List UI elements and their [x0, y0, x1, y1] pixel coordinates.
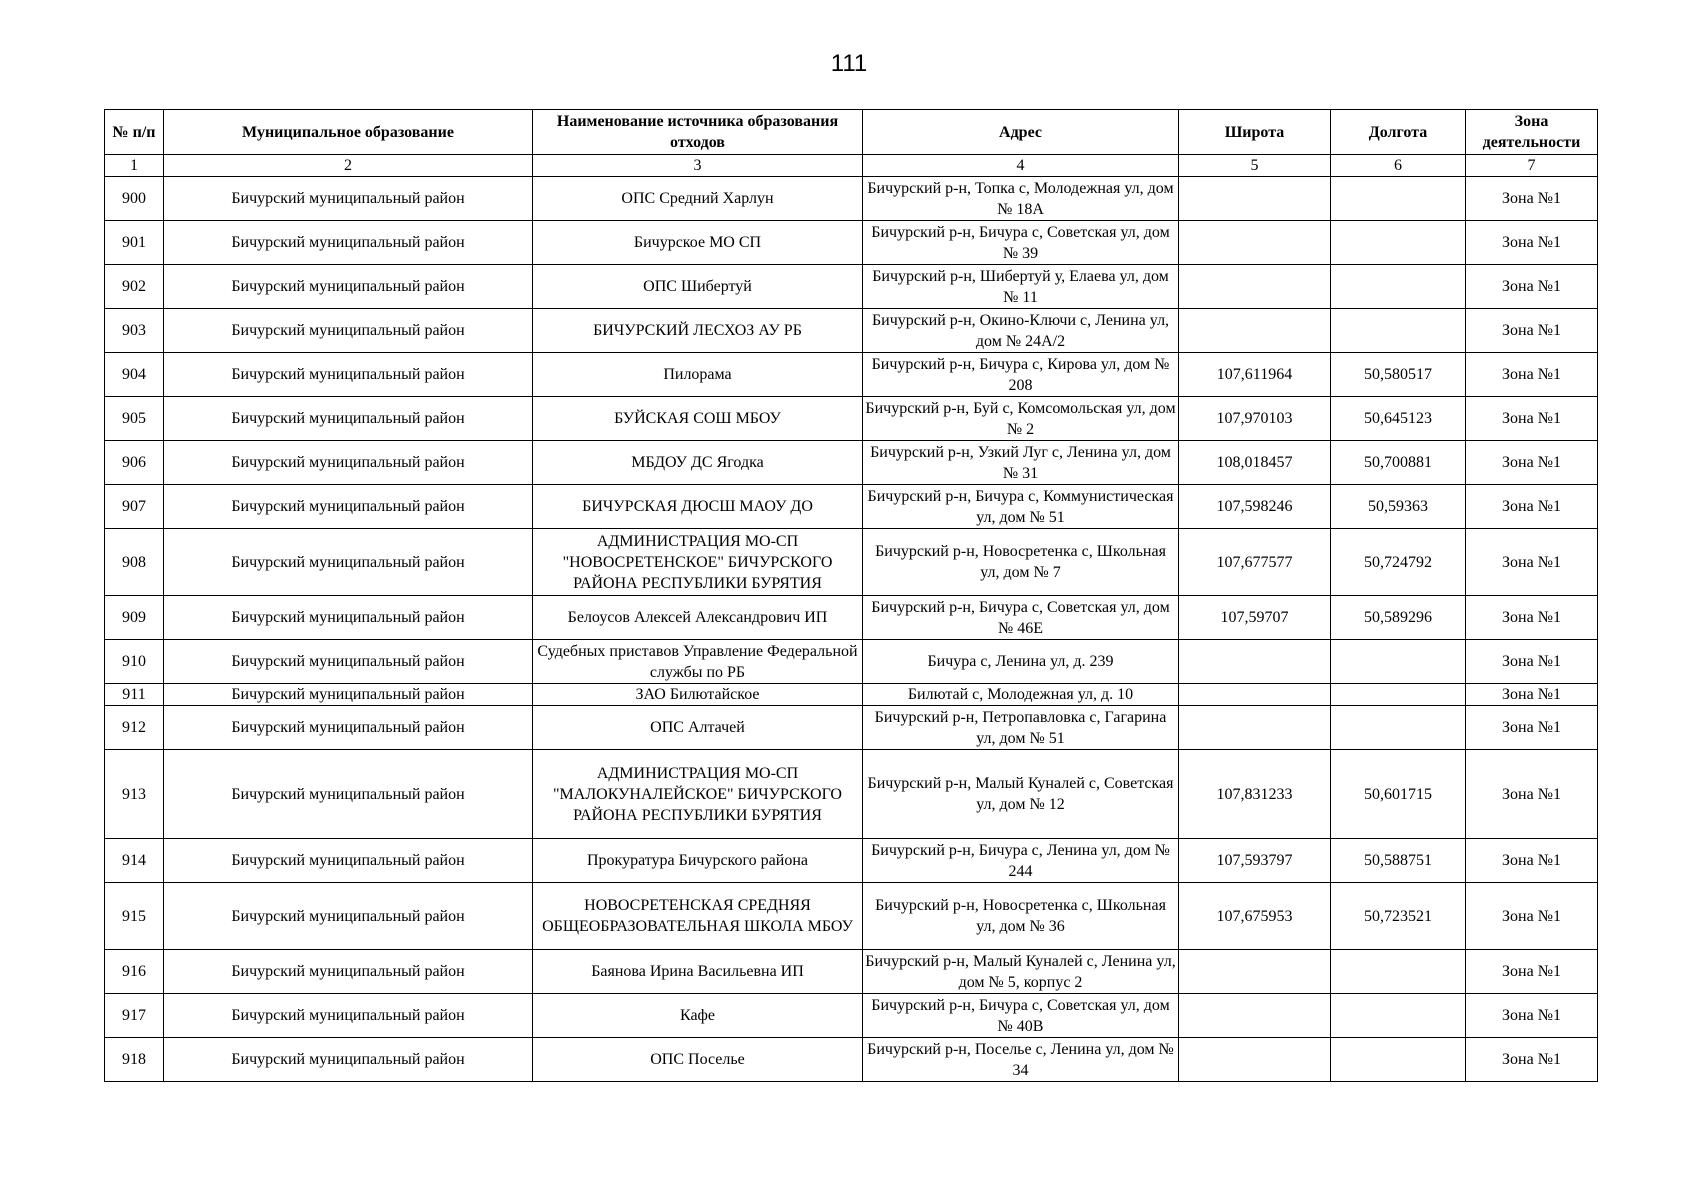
source-name-cell: БИЧУРСКАЯ ДЮСШ МАОУ ДО: [533, 485, 863, 529]
row-number: 907: [105, 485, 164, 529]
row-number: 914: [105, 839, 164, 883]
address-cell: Бичурский р-н, Поселье с, Ленина ул, дом № 34: [863, 1038, 1179, 1082]
table-row: [105, 177, 1598, 221]
latitude-cell: [1179, 221, 1331, 265]
address-cell: Бичура с, Ленина ул, д. 239: [863, 640, 1179, 684]
source-name-cell: ЗАО Билютайское: [533, 684, 863, 706]
source-name-cell: БУЙСКАЯ СОШ МБОУ: [533, 397, 863, 441]
municipality-cell: Бичурский муниципальный район: [164, 839, 533, 883]
table-row: [105, 994, 1598, 1038]
latitude-cell: 107,593797: [1179, 839, 1331, 883]
longitude-cell: 50,589296: [1331, 596, 1466, 640]
row-number: 910: [105, 640, 164, 684]
header-zone: Зона деятельности: [1466, 110, 1598, 155]
table-row: [105, 706, 1598, 750]
longitude-cell: 50,645123: [1331, 397, 1466, 441]
row-number: 908: [105, 529, 164, 596]
address-cell: Бичурский р-н, Новосретенка с, Школьная ул, дом № 36: [863, 883, 1179, 950]
row-number: 904: [105, 353, 164, 397]
address-cell: Бичурский р-н, Малый Куналей с, Советская ул, дом № 12: [863, 750, 1179, 839]
column-number: 3: [533, 155, 863, 177]
longitude-cell: [1331, 994, 1466, 1038]
address-cell: Бичурский р-н, Бичура с, Кирова ул, дом № 208: [863, 353, 1179, 397]
municipality-cell: Бичурский муниципальный район: [164, 265, 533, 309]
zone-cell: Зона №1: [1466, 265, 1598, 309]
table-row: [105, 750, 1598, 839]
zone-cell: Зона №1: [1466, 839, 1598, 883]
zone-cell: Зона №1: [1466, 596, 1598, 640]
address-cell: Бичурский р-н, Петропавловка с, Гагарина ул, дом № 51: [863, 706, 1179, 750]
row-number: 913: [105, 750, 164, 839]
longitude-cell: 50,59363: [1331, 485, 1466, 529]
municipality-cell: Бичурский муниципальный район: [164, 596, 533, 640]
municipality-cell: Бичурский муниципальный район: [164, 529, 533, 596]
zone-cell: Зона №1: [1466, 950, 1598, 994]
table-row: [105, 1038, 1598, 1082]
longitude-cell: [1331, 684, 1466, 706]
municipality-cell: Бичурский муниципальный район: [164, 441, 533, 485]
source-name-cell: Прокуратура Бичурского района: [533, 839, 863, 883]
source-name-cell: Белоусов Алексей Александрович ИП: [533, 596, 863, 640]
table-row: [105, 353, 1598, 397]
address-cell: Бичурский р-н, Буй с, Комсомольская ул, дом № 2: [863, 397, 1179, 441]
zone-cell: Зона №1: [1466, 353, 1598, 397]
zone-cell: Зона №1: [1466, 706, 1598, 750]
address-cell: Бичурский р-н, Новосретенка с, Школьная ул, дом № 7: [863, 529, 1179, 596]
zone-cell: Зона №1: [1466, 221, 1598, 265]
row-number: 918: [105, 1038, 164, 1082]
municipality-cell: Бичурский муниципальный район: [164, 221, 533, 265]
column-number: 6: [1331, 155, 1466, 177]
header-row: [105, 110, 1598, 155]
row-number: 903: [105, 309, 164, 353]
longitude-cell: [1331, 221, 1466, 265]
row-number: 911: [105, 684, 164, 706]
row-number: 917: [105, 994, 164, 1038]
latitude-cell: 107,59707: [1179, 596, 1331, 640]
address-cell: Бичурский р-н, Бичура с, Коммунистическая ул, дом № 51: [863, 485, 1179, 529]
address-cell: Бичурский р-н, Окино-Ключи с, Ленина ул, дом № 24А/2: [863, 309, 1179, 353]
page-number: 111: [830, 50, 868, 77]
address-cell: Бичурский р-н, Бичура с, Ленина ул, дом № 244: [863, 839, 1179, 883]
municipality-cell: Бичурский муниципальный район: [164, 950, 533, 994]
address-cell: Бичурский р-н, Малый Куналей с, Ленина ул, дом № 5, корпус 2: [863, 950, 1179, 994]
longitude-cell: 50,723521: [1331, 883, 1466, 950]
address-cell: Билютай с, Молодежная ул, д. 10: [863, 684, 1179, 706]
source-name-cell: Бичурское МО СП: [533, 221, 863, 265]
waste-sources-table: [104, 109, 1598, 1082]
column-number: 2: [164, 155, 533, 177]
table-row: [105, 529, 1598, 596]
zone-cell: Зона №1: [1466, 397, 1598, 441]
address-cell: Бичурский р-н, Топка с, Молодежная ул, дом № 18А: [863, 177, 1179, 221]
longitude-cell: [1331, 640, 1466, 684]
zone-cell: Зона №1: [1466, 640, 1598, 684]
municipality-cell: Бичурский муниципальный район: [164, 706, 533, 750]
latitude-cell: [1179, 309, 1331, 353]
source-name-cell: Судебных приставов Управление Федеральной службы по РБ: [533, 640, 863, 684]
longitude-cell: 50,580517: [1331, 353, 1466, 397]
municipality-cell: Бичурский муниципальный район: [164, 883, 533, 950]
source-name-cell: Баянова Ирина Васильевна ИП: [533, 950, 863, 994]
latitude-cell: 107,831233: [1179, 750, 1331, 839]
row-number: 915: [105, 883, 164, 950]
table-row: [105, 309, 1598, 353]
source-name-cell: Кафе: [533, 994, 863, 1038]
table-row: [105, 640, 1598, 684]
zone-cell: Зона №1: [1466, 529, 1598, 596]
row-number: 905: [105, 397, 164, 441]
zone-cell: Зона №1: [1466, 883, 1598, 950]
table-row: [105, 397, 1598, 441]
header-address: Адрес: [863, 110, 1179, 155]
longitude-cell: [1331, 1038, 1466, 1082]
latitude-cell: 107,611964: [1179, 353, 1331, 397]
longitude-cell: 50,700881: [1331, 441, 1466, 485]
table-row: [105, 221, 1598, 265]
longitude-cell: 50,588751: [1331, 839, 1466, 883]
column-number: 1: [105, 155, 164, 177]
header-num: № п/п: [105, 110, 164, 155]
table-row: [105, 684, 1598, 706]
row-number: 906: [105, 441, 164, 485]
source-name-cell: Пилорама: [533, 353, 863, 397]
latitude-cell: [1179, 177, 1331, 221]
source-name-cell: ОПС Алтачей: [533, 706, 863, 750]
latitude-cell: 107,675953: [1179, 883, 1331, 950]
table-row: [105, 950, 1598, 994]
address-cell: Бичурский р-н, Бичура с, Советская ул, дом № 46Е: [863, 596, 1179, 640]
table-row: [105, 485, 1598, 529]
municipality-cell: Бичурский муниципальный район: [164, 485, 533, 529]
municipality-cell: Бичурский муниципальный район: [164, 684, 533, 706]
zone-cell: Зона №1: [1466, 309, 1598, 353]
zone-cell: Зона №1: [1466, 994, 1598, 1038]
zone-cell: Зона №1: [1466, 684, 1598, 706]
table-row: [105, 441, 1598, 485]
table-row: [105, 265, 1598, 309]
latitude-cell: 108,018457: [1179, 441, 1331, 485]
municipality-cell: Бичурский муниципальный район: [164, 994, 533, 1038]
source-name-cell: АДМИНИСТРАЦИЯ МО-СП "НОВОСРЕТЕНСКОЕ" БИЧУРСКОГО РАЙОНА РЕСПУБЛИКИ БУРЯТИЯ: [533, 529, 863, 596]
longitude-cell: [1331, 309, 1466, 353]
latitude-cell: [1179, 265, 1331, 309]
source-name-cell: НОВОСРЕТЕНСКАЯ СРЕДНЯЯ ОБЩЕОБРАЗОВАТЕЛЬНАЯ ШКОЛА МБОУ: [533, 883, 863, 950]
zone-cell: Зона №1: [1466, 485, 1598, 529]
row-number: 916: [105, 950, 164, 994]
source-name-cell: ОПС Средний Харлун: [533, 177, 863, 221]
latitude-cell: [1179, 1038, 1331, 1082]
longitude-cell: [1331, 177, 1466, 221]
source-name-cell: ОПС Поселье: [533, 1038, 863, 1082]
latitude-cell: [1179, 994, 1331, 1038]
longitude-cell: [1331, 950, 1466, 994]
column-number: 5: [1179, 155, 1331, 177]
row-number: 900: [105, 177, 164, 221]
address-cell: Бичурский р-н, Шибертуй у, Елаева ул, дом № 11: [863, 265, 1179, 309]
column-number: 7: [1466, 155, 1598, 177]
address-cell: Бичурский р-н, Бичура с, Советская ул, дом № 40В: [863, 994, 1179, 1038]
source-name-cell: БИЧУРСКИЙ ЛЕСХОЗ АУ РБ: [533, 309, 863, 353]
address-cell: Бичурский р-н, Бичура с, Советская ул, дом № 39: [863, 221, 1179, 265]
row-number: 901: [105, 221, 164, 265]
address-cell: Бичурский р-н, Узкий Луг с, Ленина ул, дом № 31: [863, 441, 1179, 485]
municipality-cell: Бичурский муниципальный район: [164, 750, 533, 839]
source-name-cell: ОПС Шибертуй: [533, 265, 863, 309]
latitude-cell: [1179, 640, 1331, 684]
source-name-cell: МБДОУ ДС Ягодка: [533, 441, 863, 485]
table-body: [105, 177, 1598, 1082]
column-number-row: [105, 155, 1598, 177]
source-name-cell: АДМИНИСТРАЦИЯ МО-СП "МАЛОКУНАЛЕЙСКОЕ" БИЧУРСКОГО РАЙОНА РЕСПУБЛИКИ БУРЯТИЯ: [533, 750, 863, 839]
municipality-cell: Бичурский муниципальный район: [164, 1038, 533, 1082]
municipality-cell: Бичурский муниципальный район: [164, 177, 533, 221]
zone-cell: Зона №1: [1466, 441, 1598, 485]
row-number: 909: [105, 596, 164, 640]
table-row: [105, 596, 1598, 640]
longitude-cell: [1331, 265, 1466, 309]
latitude-cell: [1179, 950, 1331, 994]
municipality-cell: Бичурский муниципальный район: [164, 353, 533, 397]
longitude-cell: 50,601715: [1331, 750, 1466, 839]
row-number: 912: [105, 706, 164, 750]
table-row: [105, 839, 1598, 883]
zone-cell: Зона №1: [1466, 1038, 1598, 1082]
header-latitude: Широта: [1179, 110, 1331, 155]
longitude-cell: 50,724792: [1331, 529, 1466, 596]
row-number: 902: [105, 265, 164, 309]
latitude-cell: 107,677577: [1179, 529, 1331, 596]
longitude-cell: [1331, 706, 1466, 750]
column-number: 4: [863, 155, 1179, 177]
header-longitude: Долгота: [1331, 110, 1466, 155]
header-source-name: Наименование источника образования отходов: [533, 110, 863, 155]
header-municipality: Муниципальное образование: [164, 110, 533, 155]
table-row: [105, 883, 1598, 950]
municipality-cell: Бичурский муниципальный район: [164, 640, 533, 684]
latitude-cell: [1179, 684, 1331, 706]
latitude-cell: 107,598246: [1179, 485, 1331, 529]
municipality-cell: Бичурский муниципальный район: [164, 309, 533, 353]
latitude-cell: [1179, 706, 1331, 750]
latitude-cell: 107,970103: [1179, 397, 1331, 441]
zone-cell: Зона №1: [1466, 177, 1598, 221]
municipality-cell: Бичурский муниципальный район: [164, 397, 533, 441]
zone-cell: Зона №1: [1466, 750, 1598, 839]
